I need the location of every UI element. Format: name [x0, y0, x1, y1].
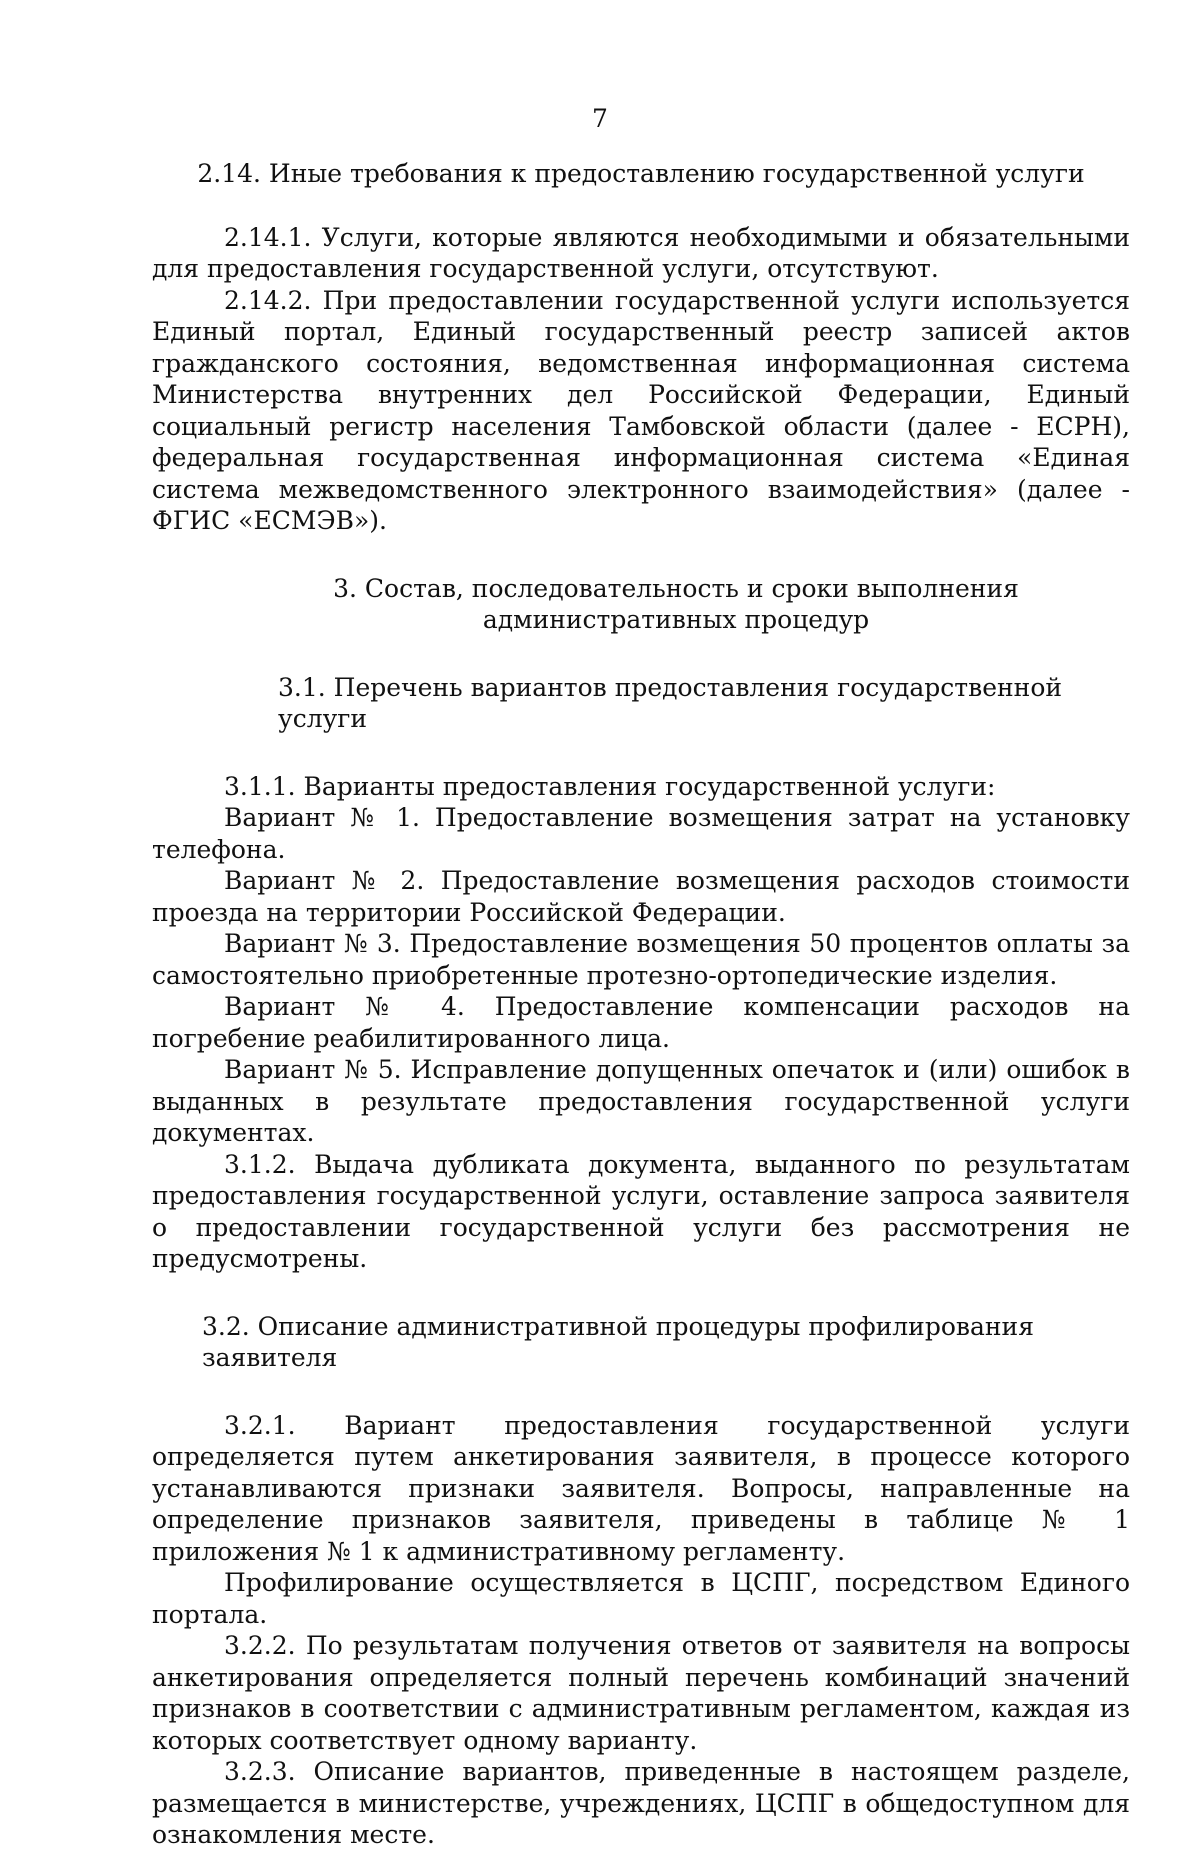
section-heading-3-line1: 3. Состав, последовательность и сроки выполнения: [333, 573, 1019, 603]
spacer: [152, 1374, 1130, 1410]
spacer: [152, 190, 1130, 222]
paragraph-3-2-1: 3.2.1. Вариант предоставления государственной услуги определяется путем анкетирования заявителя, в процессе которого устанавливаются признаки заявителя. Вопросы, направленные на определение признаков заявителя, приведены в таблице № 1 приложения № 1 к административному регламенту.: [152, 1410, 1130, 1566]
section-heading-3-line2: административных процедур: [482, 605, 870, 634]
paragraph-profiling: Профилирование осуществляется в ЦСПГ, посредством Единого портала.: [152, 1568, 1130, 1629]
paragraph-3-2-2: 3.2.2. По результатам получения ответов от заявителя на вопросы анкетирования определяется полный перечень комбинаций значений признаков в соответствии с административным регламентом, каждая из которых соответствует одному варианту.: [152, 1631, 1130, 1755]
section-heading-3-2: 3.2. Описание административной процедуры профилирования заявителя: [202, 1311, 1034, 1372]
paragraph-2-14-1: 2.14.1. Услуги, которые являются необходимыми и обязательными для предоставления государственной услуги, отсутствуют.: [152, 222, 1130, 283]
variant-1: Вариант № 1. Предоставление возмещения затрат на установку телефона.: [152, 803, 1130, 864]
variant-5: Вариант № 5. Исправление допущенных опечаток и (или) ошибок в выданных в результате предоставления государственной услуги документах.: [152, 1055, 1130, 1147]
spacer: [152, 537, 1130, 573]
spacer: [152, 735, 1130, 771]
section-heading-3-1: 3.1. Перечень вариантов предоставления государственной услуги: [278, 672, 1063, 733]
spacer: [152, 1275, 1130, 1311]
page-number: 7: [592, 104, 608, 133]
section-heading-2-14: 2.14. Иные требования к предоставлению государственной услуги: [197, 159, 1085, 188]
paragraph-3-1-1: 3.1.1. Варианты предоставления государственной услуги:: [224, 771, 996, 801]
variant-3: Вариант № 3. Предоставление возмещения 50 процентов оплаты за самостоятельно приобретенные протезно-ортопедические изделия.: [152, 929, 1130, 990]
paragraph-3-2-3: 3.2.3. Описание вариантов, приведенные в настоящем разделе, размещается в министерстве, учреждениях, ЦСПГ в общедоступном для ознакомления месте.: [152, 1757, 1130, 1849]
variant-2: Вариант № 2. Предоставление возмещения расходов стоимости проезда на территории Российской Федерации.: [152, 866, 1130, 927]
paragraph-3-1-2: 3.1.2. Выдача дубликата документа, выданного по результатам предоставления государственной услуги, оставление запроса заявителя о предоставлении государственной услуги без рассмотрения не предусмотрены.: [152, 1149, 1130, 1273]
paragraph-2-14-2: 2.14.2. При предоставлении государственной услуги используется Единый портал, Единый государственный реестр записей актов гражданского состояния, ведомственная информационная система Министерства внутренних дел Российской Федерации, Единый социальный регистр населения Тамбовской области (далее - ЕСРН), федеральная государственная информационная система «Единая система межведомственного электронного взаимодействия» (далее - ФГИС «ЕСМЭВ»).: [152, 285, 1130, 535]
variant-4: Вариант № 4. Предоставление компенсации расходов на погребение реабилитированного лица.: [152, 992, 1130, 1053]
spacer: [152, 636, 1130, 672]
document-body: [152, 158, 1130, 1851]
